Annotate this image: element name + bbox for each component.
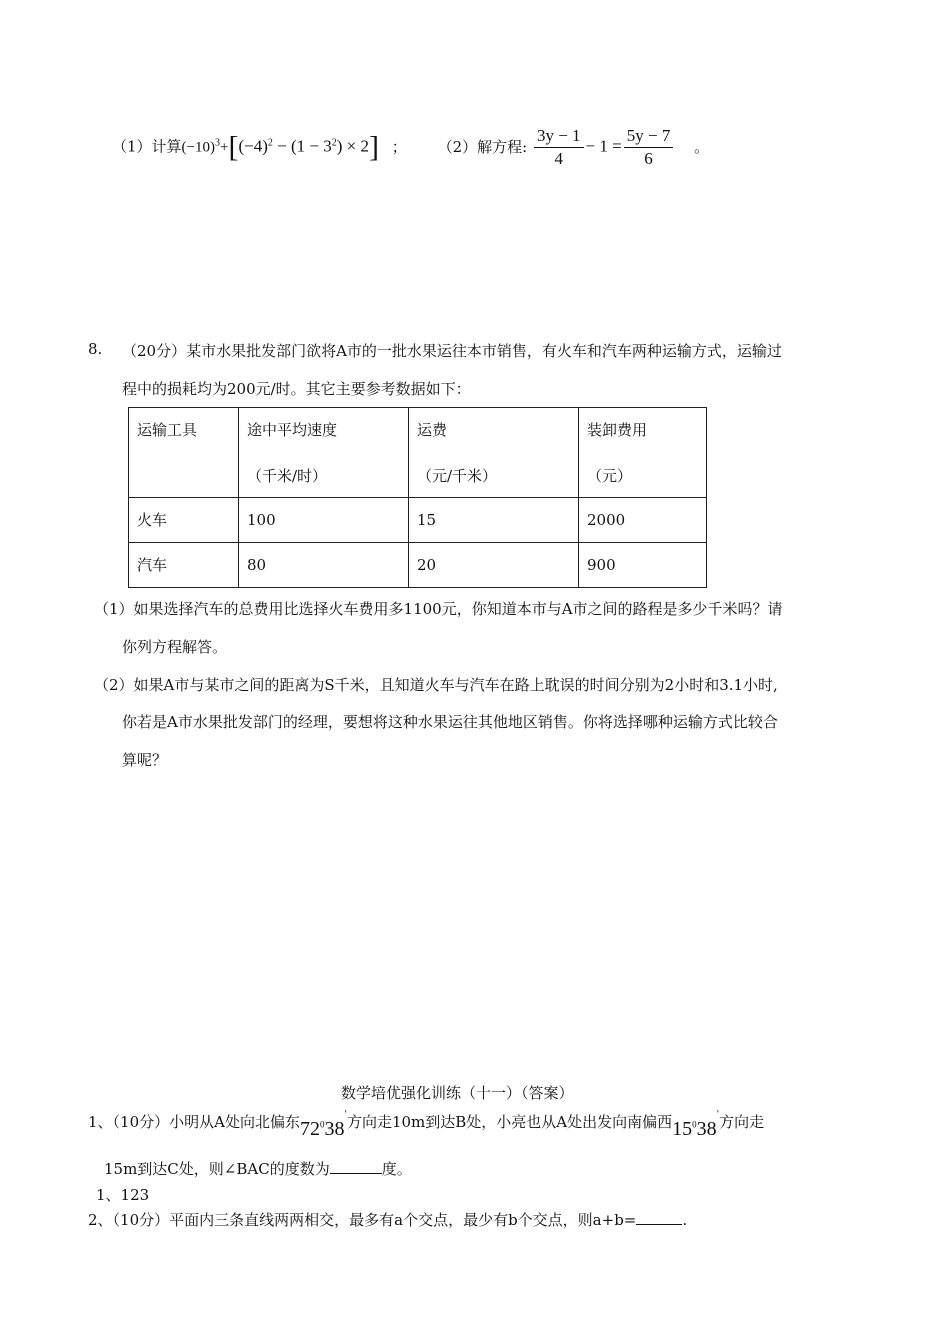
answer-q1-prefix: 1、（10分）小明从A处向北偏东 [88, 1113, 300, 1131]
table-cell: 汽车 [129, 543, 239, 588]
angle-2-prime: ' [716, 1110, 720, 1120]
answers-title: 数学培优强化训练（十一）（答案） [341, 1084, 574, 1102]
table-header-cell: 运输工具 [129, 408, 239, 498]
answer-1-value: 1、123 [96, 1186, 150, 1204]
angle-2: $15^038$ [672, 1118, 717, 1140]
table-cell: 2000 [579, 498, 707, 543]
eq-left-denominator: 4 [554, 149, 563, 168]
expr-exponent: 3 [215, 137, 220, 149]
table-header-cell: 运费 （元/千米） [409, 408, 579, 498]
expr-base: (−10) [181, 139, 215, 156]
expr-tail: ) × 2 [336, 136, 369, 156]
table-row [129, 543, 707, 588]
expr-minus-exponent: 2 [331, 137, 337, 149]
eq-left-fraction [534, 126, 584, 169]
problem8-q1-line1: （1）如果选择汽车的总费用比选择火车费用多1100元，你知道本市与A市之间的路程是多少千米吗？请 [94, 600, 783, 618]
table-cell: 100 [239, 498, 409, 543]
problem8-q2-line3: 算呢？ [122, 751, 168, 769]
table-cell: 80 [239, 543, 409, 588]
transport-table [128, 407, 707, 588]
table-cell: 900 [579, 543, 707, 588]
table-cell: 火车 [129, 498, 239, 543]
eq-mid: − 1 = [585, 136, 622, 156]
answer-q2-end: . [682, 1211, 688, 1229]
expr-minus: − (1 − 3 [272, 136, 332, 156]
table-header-cell: 装卸费用 （元） [579, 408, 707, 498]
table-cell: 20 [409, 543, 579, 588]
answer-q1-line2 [104, 1158, 412, 1179]
answer-q2-text: 2、（10分）平面内三条直线两两相交，最多有a个交点，最少有b个交点，则a+b= [88, 1211, 637, 1229]
problem8-q2-line1: （2）如果A市与某市之间的距离为S千米，且知道火车与汽车在路上耽误的时间分别为2小时和3.1小时, [94, 676, 778, 694]
problem8-number: 8. [88, 340, 103, 358]
answer-q2-line [88, 1209, 687, 1230]
table-cell: 15 [409, 498, 579, 543]
expr-plus: + [220, 139, 229, 156]
part1-label: （1）计算 [112, 137, 182, 156]
angle-1: $72^038$ [299, 1118, 345, 1140]
answer-q1-line2-text: 15m到达C处，则∠BAC的度数为 [104, 1160, 330, 1178]
table-row [129, 498, 707, 543]
angle-1-prime: ' [344, 1110, 347, 1120]
eq-right-denominator: 6 [644, 149, 653, 168]
eq-end: 。 [694, 137, 710, 156]
answer-q1-suffix: 方向走 [719, 1113, 765, 1131]
answer-blank[interactable] [330, 1159, 382, 1174]
problem8-q2-line2: 你若是A市水果批发部门的经理，要想将这种水果运往其他地区销售。你将选择哪种运输方式比较合 [122, 713, 778, 731]
answer-q1-mid: 方向走10m到达B处，小亮也从A处出发向南偏西 [346, 1113, 673, 1131]
expr-inner-exponent: 2 [267, 137, 273, 149]
problem7-row [112, 126, 709, 169]
answer-q1-line1 [88, 1110, 765, 1140]
eq-right-fraction [624, 126, 674, 169]
answer-q1-line2-unit: 度。 [381, 1160, 412, 1178]
problem8-line2: 程中的损耗均为200元/时。其它主要参考数据如下： [122, 380, 471, 398]
right-bracket: ] [368, 130, 379, 164]
table-header-cell: 途中平均速度 （千米/时） [239, 408, 409, 498]
part2-label: （2）解方程: [437, 137, 528, 156]
left-bracket: [ [228, 130, 239, 164]
problem8-q1-line2: 你列方程解答。 [122, 638, 228, 656]
answer-q2-blank[interactable] [636, 1210, 682, 1225]
eq-left-numerator: 3y − 1 [534, 126, 584, 148]
separator: ； [391, 137, 407, 156]
expr-inner: (−4) [238, 136, 268, 156]
problem8-line1: （20分）某市水果批发部门欲将A市的一批水果运往本市销售，有火车和汽车两种运输方式，运输过 [122, 342, 782, 360]
table-header-row [129, 408, 707, 498]
eq-right-numerator: 5y − 7 [624, 126, 674, 148]
